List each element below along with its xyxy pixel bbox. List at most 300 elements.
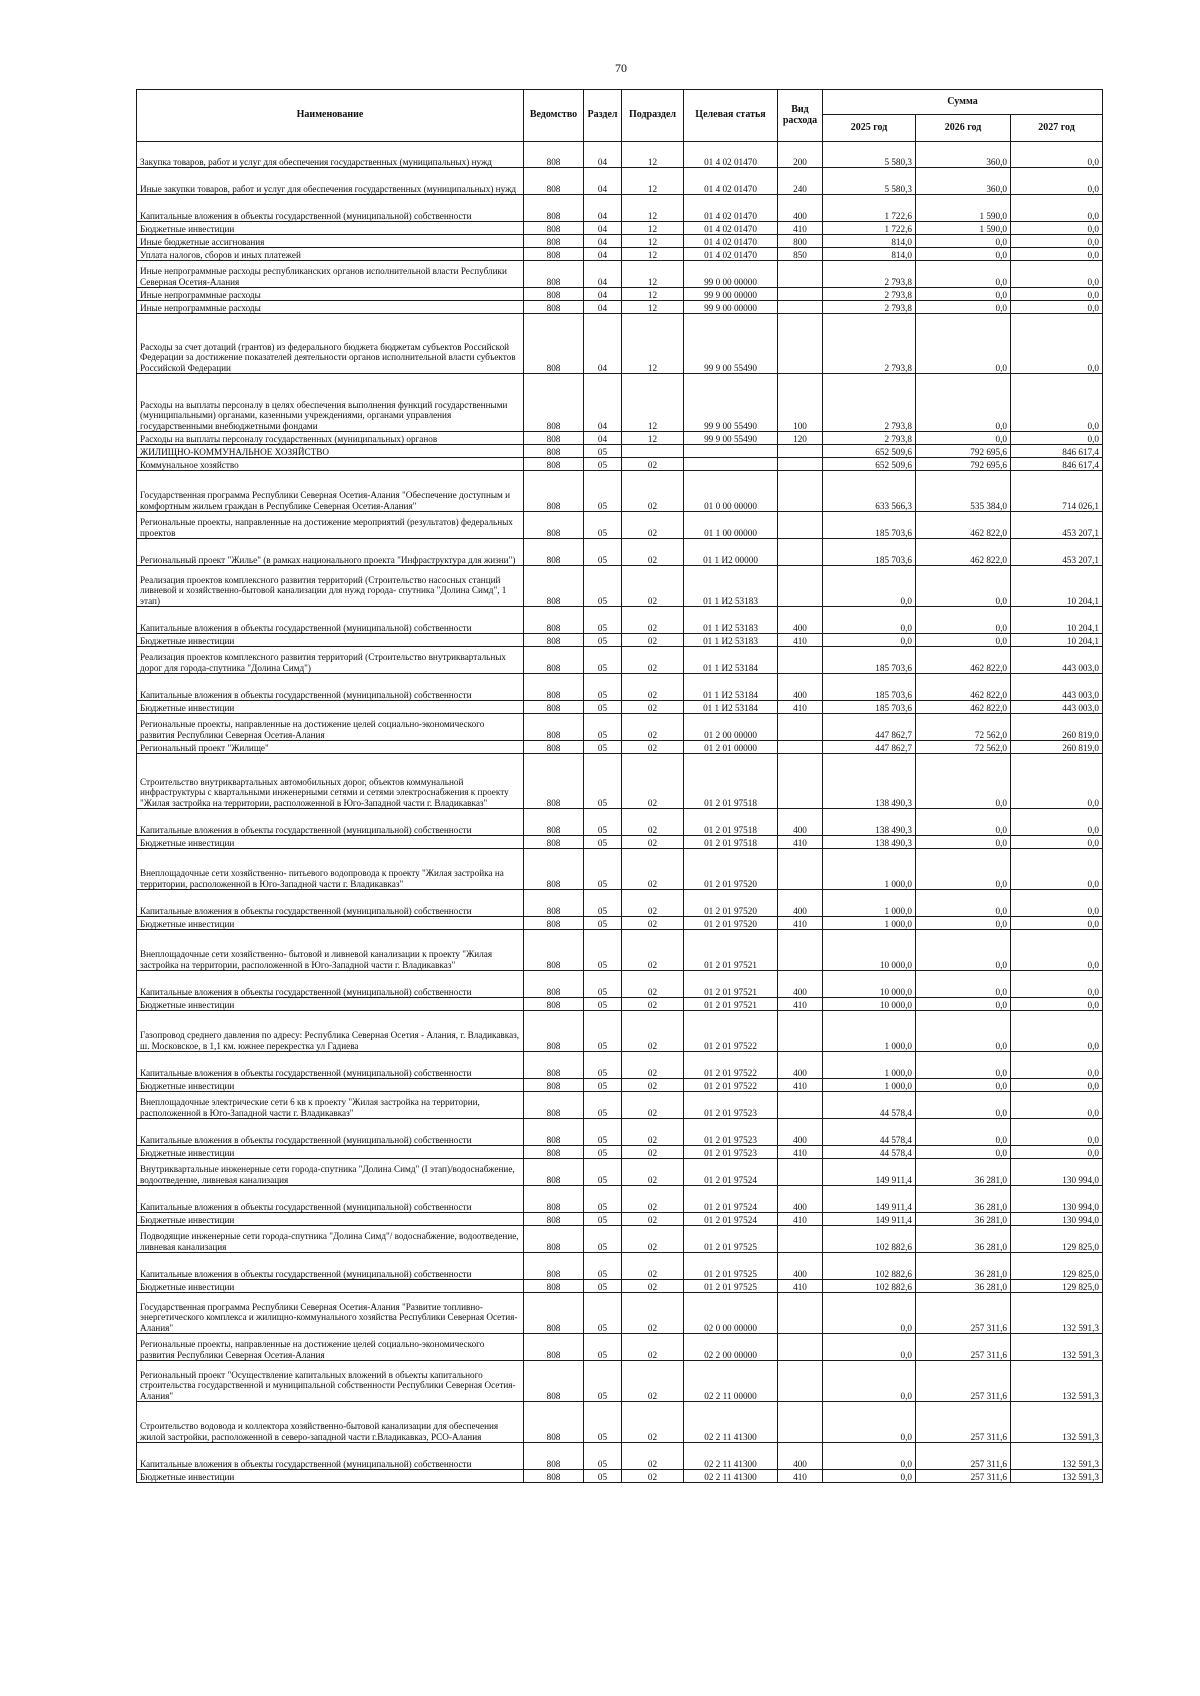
row-razdel: 05	[584, 647, 622, 674]
row-sum-2025: 1 000,0	[823, 890, 916, 917]
row-podrazdel: 12	[622, 195, 684, 222]
row-razdel: 04	[584, 288, 622, 301]
row-vid-rashoda: 400	[778, 674, 823, 701]
row-sum-2027: 0,0	[1011, 314, 1103, 374]
row-podrazdel: 02	[622, 701, 684, 714]
row-sum-2025: 44 578,4	[823, 1146, 916, 1159]
row-vedomstvo: 808	[524, 647, 584, 674]
row-razdel: 05	[584, 1226, 622, 1253]
row-razdel: 04	[584, 235, 622, 248]
row-celevaya-statya: 01 1 И2 53183	[684, 566, 778, 607]
row-sum-2025: 185 703,6	[823, 674, 916, 701]
row-podrazdel: 02	[622, 1361, 684, 1402]
row-sum-2026: 0,0	[916, 971, 1011, 998]
row-vid-rashoda	[778, 539, 823, 566]
table-row	[137, 261, 1103, 288]
row-name: Реализация проектов комплексного развития территорий (Строительство насосных станций ливневой и хозяйственно-бытовой канализации для нужд города- спутника "Долина Симд", 1 этап)	[137, 566, 524, 607]
row-sum-2025: 2 793,8	[823, 314, 916, 374]
header-name: Наименование	[137, 90, 524, 142]
table-row	[137, 1146, 1103, 1159]
row-sum-2026: 257 311,6	[916, 1443, 1011, 1470]
row-vid-rashoda: 410	[778, 1213, 823, 1226]
row-sum-2025: 2 793,8	[823, 432, 916, 445]
row-vid-rashoda	[778, 1293, 823, 1334]
row-celevaya-statya: 01 4 02 01470	[684, 235, 778, 248]
row-sum-2025: 814,0	[823, 235, 916, 248]
row-razdel: 05	[584, 930, 622, 971]
row-vedomstvo: 808	[524, 539, 584, 566]
row-sum-2027: 0,0	[1011, 301, 1103, 314]
row-vid-rashoda: 240	[778, 168, 823, 195]
row-name: Капитальные вложения в объекты государственной (муниципальной) собственности	[137, 890, 524, 917]
row-sum-2025: 102 882,6	[823, 1253, 916, 1280]
row-vid-rashoda: 400	[778, 1443, 823, 1470]
row-podrazdel: 02	[622, 607, 684, 634]
row-razdel: 04	[584, 195, 622, 222]
row-vedomstvo: 808	[524, 1186, 584, 1213]
row-celevaya-statya: 01 4 02 01470	[684, 168, 778, 195]
row-razdel: 05	[584, 809, 622, 836]
row-sum-2027: 443 003,0	[1011, 701, 1103, 714]
row-razdel: 05	[584, 1470, 622, 1483]
row-name: Коммунальное хозяйство	[137, 458, 524, 471]
table-row	[137, 1253, 1103, 1280]
row-podrazdel: 02	[622, 1052, 684, 1079]
row-celevaya-statya: 01 1 И2 53183	[684, 607, 778, 634]
row-vedomstvo: 808	[524, 288, 584, 301]
row-podrazdel: 02	[622, 634, 684, 647]
row-name: Внеплощадочные сети хозяйственно- бытовой и ливневой канализации к проекту "Жилая застройка на территории, расположенной в Юго-Западной части г. Владикавказ"	[137, 930, 524, 971]
row-sum-2027: 0,0	[1011, 998, 1103, 1011]
row-vid-rashoda: 400	[778, 971, 823, 998]
row-sum-2026: 0,0	[916, 809, 1011, 836]
header-razdel: Раздел	[584, 90, 622, 142]
row-razdel: 04	[584, 432, 622, 445]
row-sum-2025: 0,0	[823, 607, 916, 634]
row-razdel: 05	[584, 1253, 622, 1280]
row-vid-rashoda	[778, 741, 823, 754]
row-sum-2026: 257 311,6	[916, 1361, 1011, 1402]
row-sum-2025: 149 911,4	[823, 1213, 916, 1226]
row-celevaya-statya: 02 2 00 00000	[684, 1334, 778, 1361]
row-vid-rashoda: 410	[778, 1079, 823, 1092]
row-podrazdel: 02	[622, 1334, 684, 1361]
row-sum-2027: 443 003,0	[1011, 647, 1103, 674]
table-row	[137, 374, 1103, 432]
row-name: Закупка товаров, работ и услуг для обеспечения государственных (муниципальных) нужд	[137, 142, 524, 168]
row-celevaya-statya: 01 1 И2 00000	[684, 539, 778, 566]
table-row	[137, 647, 1103, 674]
row-razdel: 05	[584, 741, 622, 754]
row-vid-rashoda	[778, 754, 823, 809]
row-sum-2025: 1 722,6	[823, 222, 916, 235]
row-razdel: 05	[584, 1280, 622, 1293]
row-podrazdel: 02	[622, 1092, 684, 1119]
table-row	[137, 674, 1103, 701]
row-sum-2026: 0,0	[916, 1011, 1011, 1052]
row-name: Расходы на выплаты персоналу в целях обеспечения выполнения функций государственными (муниципальными) органами, казенными учреждениями, органами управления государственными внебюджетными фондами	[137, 374, 524, 432]
row-name: Иные непрограммные расходы	[137, 301, 524, 314]
row-celevaya-statya: 02 2 11 41300	[684, 1443, 778, 1470]
row-sum-2027: 0,0	[1011, 971, 1103, 998]
row-name: Бюджетные инвестиции	[137, 836, 524, 849]
row-sum-2025: 185 703,6	[823, 539, 916, 566]
row-name: Капитальные вложения в объекты государственной (муниципальной) собственности	[137, 1052, 524, 1079]
row-razdel: 05	[584, 512, 622, 539]
row-sum-2027: 0,0	[1011, 849, 1103, 890]
row-celevaya-statya: 01 2 01 97521	[684, 930, 778, 971]
row-sum-2026: 0,0	[916, 917, 1011, 930]
row-vedomstvo: 808	[524, 890, 584, 917]
table-row	[137, 701, 1103, 714]
row-razdel: 05	[584, 1443, 622, 1470]
row-razdel: 05	[584, 566, 622, 607]
row-name: Капитальные вложения в объекты государственной (муниципальной) собственности	[137, 674, 524, 701]
row-podrazdel: 02	[622, 890, 684, 917]
table-row	[137, 1079, 1103, 1092]
row-razdel: 05	[584, 634, 622, 647]
row-vid-rashoda	[778, 471, 823, 512]
row-sum-2026: 0,0	[916, 634, 1011, 647]
row-razdel: 05	[584, 1334, 622, 1361]
row-sum-2026: 257 311,6	[916, 1334, 1011, 1361]
row-vid-rashoda: 410	[778, 222, 823, 235]
row-sum-2025: 185 703,6	[823, 701, 916, 714]
row-razdel: 05	[584, 1011, 622, 1052]
row-vid-rashoda: 400	[778, 1186, 823, 1213]
row-razdel: 05	[584, 1293, 622, 1334]
row-celevaya-statya: 01 2 01 97520	[684, 917, 778, 930]
row-sum-2027: 129 825,0	[1011, 1226, 1103, 1253]
row-name: Внеплощадочные электрические сети 6 кв к проекту "Жилая застройка на территории, расположенной в Юго-Западной части г. Владикавказ"	[137, 1092, 524, 1119]
row-celevaya-statya: 01 2 01 97521	[684, 971, 778, 998]
row-razdel: 04	[584, 142, 622, 168]
row-razdel: 05	[584, 701, 622, 714]
row-podrazdel: 02	[622, 1186, 684, 1213]
row-podrazdel: 12	[622, 374, 684, 432]
header-celevaya-statya: Целевая статья	[684, 90, 778, 142]
row-name: Иные непрограммные расходы республиканских органов исполнительной власти Республики Северная Осетия-Алания	[137, 261, 524, 288]
row-sum-2025: 1 722,6	[823, 195, 916, 222]
row-podrazdel: 02	[622, 917, 684, 930]
row-sum-2027: 0,0	[1011, 261, 1103, 288]
row-podrazdel: 02	[622, 1011, 684, 1052]
row-vid-rashoda: 400	[778, 1253, 823, 1280]
row-razdel: 05	[584, 1159, 622, 1186]
row-celevaya-statya: 02 2 11 00000	[684, 1361, 778, 1402]
row-razdel: 05	[584, 458, 622, 471]
row-vedomstvo: 808	[524, 634, 584, 647]
row-sum-2025: 102 882,6	[823, 1280, 916, 1293]
table-row	[137, 168, 1103, 195]
row-sum-2026: 36 281,0	[916, 1213, 1011, 1226]
row-razdel: 05	[584, 445, 622, 458]
row-sum-2025: 2 793,8	[823, 261, 916, 288]
row-name: Подводящие инженерные сети города-спутника "Долина Симд"/ водоснабжение, водоотведение, ливневая канализация	[137, 1226, 524, 1253]
row-razdel: 05	[584, 1213, 622, 1226]
row-sum-2025: 149 911,4	[823, 1159, 916, 1186]
row-celevaya-statya: 01 2 01 97523	[684, 1119, 778, 1146]
row-vid-rashoda: 400	[778, 1119, 823, 1146]
row-vedomstvo: 808	[524, 374, 584, 432]
row-sum-2026: 462 822,0	[916, 512, 1011, 539]
row-sum-2027: 0,0	[1011, 1119, 1103, 1146]
table-row	[137, 998, 1103, 1011]
row-vedomstvo: 808	[524, 930, 584, 971]
row-vid-rashoda	[778, 566, 823, 607]
table-row	[137, 1280, 1103, 1293]
row-sum-2025: 1 000,0	[823, 917, 916, 930]
table-row	[137, 248, 1103, 261]
row-celevaya-statya: 01 2 01 97522	[684, 1079, 778, 1092]
row-celevaya-statya: 01 2 01 00000	[684, 741, 778, 754]
row-name: Бюджетные инвестиции	[137, 998, 524, 1011]
row-vedomstvo: 808	[524, 1213, 584, 1226]
row-podrazdel: 12	[622, 168, 684, 195]
table-row	[137, 930, 1103, 971]
row-sum-2027: 129 825,0	[1011, 1253, 1103, 1280]
row-celevaya-statya: 01 1 00 00000	[684, 512, 778, 539]
row-celevaya-statya: 01 4 02 01470	[684, 195, 778, 222]
row-name: Внеплощадочные сети хозяйственно- питьевого водопровода к проекту "Жилая застройка на территории, расположенной в Юго-Западной части г. Владикавказ"	[137, 849, 524, 890]
row-sum-2026: 0,0	[916, 248, 1011, 261]
table-row	[137, 1293, 1103, 1334]
table-row	[137, 890, 1103, 917]
row-sum-2026: 360,0	[916, 142, 1011, 168]
row-celevaya-statya: 99 9 00 55490	[684, 314, 778, 374]
row-vid-rashoda	[778, 647, 823, 674]
row-sum-2026: 0,0	[916, 930, 1011, 971]
row-sum-2026: 535 384,0	[916, 471, 1011, 512]
row-sum-2027: 132 591,3	[1011, 1402, 1103, 1443]
row-podrazdel: 02	[622, 1280, 684, 1293]
row-razdel: 05	[584, 1119, 622, 1146]
row-razdel: 05	[584, 836, 622, 849]
row-podrazdel: 02	[622, 1119, 684, 1146]
row-sum-2026: 462 822,0	[916, 701, 1011, 714]
table-row	[137, 512, 1103, 539]
row-sum-2025: 0,0	[823, 1402, 916, 1443]
row-sum-2027: 714 026,1	[1011, 471, 1103, 512]
row-name: Расходы на выплаты персоналу государственных (муниципальных) органов	[137, 432, 524, 445]
row-name: Расходы за счет дотаций (грантов) из федерального бюджета бюджетам субъектов Российской Федерации за достижение показателей деятельности органов исполнительной власти субъектов Российской Федерации	[137, 314, 524, 374]
row-podrazdel: 02	[622, 971, 684, 998]
row-vid-rashoda	[778, 261, 823, 288]
row-vid-rashoda	[778, 849, 823, 890]
row-sum-2026: 72 562,0	[916, 741, 1011, 754]
row-vedomstvo: 808	[524, 261, 584, 288]
header-vedomstvo: Ведомство	[524, 90, 584, 142]
row-celevaya-statya: 01 2 01 97518	[684, 809, 778, 836]
row-name: Региональный проект "Осуществление капитальных вложений в объекты капитального строительства государственной и муниципальной собственности Республики Северная Осетия-Алания"	[137, 1361, 524, 1402]
row-name: Строительство внутриквартальных автомобильных дорог, объектов коммунальной инфраструктуры с квартальными инженерными сетями и сетями электроснабжения к проекту "Жилая застройка на территории, расположенной в Юго-Западной части г. Владикавказ"	[137, 754, 524, 809]
row-sum-2027: 132 591,3	[1011, 1470, 1103, 1483]
row-sum-2027: 132 591,3	[1011, 1443, 1103, 1470]
row-vid-rashoda	[778, 1092, 823, 1119]
row-podrazdel: 02	[622, 1470, 684, 1483]
row-sum-2025: 0,0	[823, 1361, 916, 1402]
row-sum-2027: 453 207,1	[1011, 539, 1103, 566]
row-celevaya-statya: 99 9 00 00000	[684, 288, 778, 301]
row-name: Капитальные вложения в объекты государственной (муниципальной) собственности	[137, 809, 524, 836]
row-razdel: 05	[584, 1092, 622, 1119]
row-sum-2027: 260 819,0	[1011, 714, 1103, 741]
row-vid-rashoda	[778, 1402, 823, 1443]
row-vedomstvo: 808	[524, 1293, 584, 1334]
row-sum-2025: 0,0	[823, 1334, 916, 1361]
row-celevaya-statya: 01 2 01 97520	[684, 849, 778, 890]
row-vid-rashoda: 410	[778, 1146, 823, 1159]
row-celevaya-statya: 01 1 И2 53184	[684, 647, 778, 674]
row-vedomstvo: 808	[524, 754, 584, 809]
row-vedomstvo: 808	[524, 566, 584, 607]
row-sum-2027: 130 994,0	[1011, 1159, 1103, 1186]
row-name: Капитальные вложения в объекты государственной (муниципальной) собственности	[137, 607, 524, 634]
row-vedomstvo: 808	[524, 248, 584, 261]
row-podrazdel: 02	[622, 1226, 684, 1253]
row-vedomstvo: 808	[524, 809, 584, 836]
row-name: Капитальные вложения в объекты государственной (муниципальной) собственности	[137, 1443, 524, 1470]
row-sum-2027: 260 819,0	[1011, 741, 1103, 754]
row-celevaya-statya: 99 9 00 55490	[684, 374, 778, 432]
row-name: Бюджетные инвестиции	[137, 1146, 524, 1159]
row-vedomstvo: 808	[524, 1470, 584, 1483]
table-row	[137, 445, 1103, 458]
row-sum-2027: 0,0	[1011, 1011, 1103, 1052]
row-sum-2026: 0,0	[916, 836, 1011, 849]
row-vedomstvo: 808	[524, 849, 584, 890]
row-podrazdel: 12	[622, 314, 684, 374]
row-name: Бюджетные инвестиции	[137, 634, 524, 647]
row-razdel: 04	[584, 168, 622, 195]
row-sum-2027: 132 591,3	[1011, 1334, 1103, 1361]
row-vedomstvo: 808	[524, 195, 584, 222]
row-celevaya-statya: 01 2 01 97524	[684, 1186, 778, 1213]
row-name: Иные закупки товаров, работ и услуг для обеспечения государственных (муниципальных) нужд	[137, 168, 524, 195]
row-vid-rashoda: 410	[778, 998, 823, 1011]
row-vid-rashoda	[778, 301, 823, 314]
row-name: Иные бюджетные ассигнования	[137, 235, 524, 248]
row-podrazdel: 02	[622, 836, 684, 849]
row-razdel: 05	[584, 714, 622, 741]
row-vedomstvo: 808	[524, 471, 584, 512]
row-sum-2027: 0,0	[1011, 1092, 1103, 1119]
row-sum-2027: 0,0	[1011, 1079, 1103, 1092]
row-sum-2026: 462 822,0	[916, 539, 1011, 566]
row-razdel: 05	[584, 674, 622, 701]
row-podrazdel: 02	[622, 458, 684, 471]
row-vedomstvo: 808	[524, 998, 584, 1011]
row-vedomstvo: 808	[524, 1226, 584, 1253]
row-name: Иные непрограммные расходы	[137, 288, 524, 301]
row-sum-2027: 0,0	[1011, 168, 1103, 195]
header-vid-rashoda: Вид расхода	[778, 90, 823, 142]
row-vid-rashoda: 120	[778, 432, 823, 445]
row-sum-2025: 5 580,3	[823, 168, 916, 195]
row-vedomstvo: 808	[524, 674, 584, 701]
row-vid-rashoda: 410	[778, 1470, 823, 1483]
table-row	[137, 849, 1103, 890]
row-sum-2026: 0,0	[916, 261, 1011, 288]
row-podrazdel: 02	[622, 647, 684, 674]
table-row	[137, 917, 1103, 930]
row-podrazdel: 02	[622, 1443, 684, 1470]
table-row	[137, 754, 1103, 809]
header-year-2027: 2027 год	[1011, 115, 1103, 142]
row-podrazdel: 12	[622, 301, 684, 314]
row-vedomstvo: 808	[524, 701, 584, 714]
row-razdel: 05	[584, 917, 622, 930]
row-sum-2025: 10 000,0	[823, 971, 916, 998]
row-sum-2025: 102 882,6	[823, 1226, 916, 1253]
row-sum-2026: 257 311,6	[916, 1293, 1011, 1334]
header-summa: Сумма	[823, 90, 1103, 115]
row-podrazdel: 12	[622, 432, 684, 445]
row-celevaya-statya: 01 2 01 97521	[684, 998, 778, 1011]
page-number: 70	[615, 61, 627, 75]
table-row	[137, 195, 1103, 222]
row-razdel: 04	[584, 248, 622, 261]
row-sum-2027: 0,0	[1011, 1052, 1103, 1079]
row-podrazdel: 02	[622, 930, 684, 971]
row-sum-2027: 0,0	[1011, 142, 1103, 168]
row-celevaya-statya: 01 2 01 97525	[684, 1280, 778, 1293]
row-name: Реализация проектов комплексного развития территорий (Строительство внутриквартальных дорог для города-спутника "Долина Симд")	[137, 647, 524, 674]
row-vedomstvo: 808	[524, 1361, 584, 1402]
row-podrazdel: 12	[622, 222, 684, 235]
row-razdel: 05	[584, 890, 622, 917]
row-podrazdel: 12	[622, 235, 684, 248]
row-name: Строительство водовода и коллектора хозяйственно-бытовой канализации для обеспечения жилой застройки, расположенной в северо-западной части г.Владикавказ, РСО-Алания	[137, 1402, 524, 1443]
table-row	[137, 471, 1103, 512]
row-sum-2027: 132 591,3	[1011, 1361, 1103, 1402]
row-vedomstvo: 808	[524, 445, 584, 458]
row-vid-rashoda: 400	[778, 607, 823, 634]
table-row	[137, 235, 1103, 248]
row-name: Капитальные вложения в объекты государственной (муниципальной) собственности	[137, 971, 524, 998]
row-podrazdel	[622, 445, 684, 458]
row-celevaya-statya: 01 2 01 97520	[684, 890, 778, 917]
row-sum-2026: 0,0	[916, 288, 1011, 301]
table-row	[137, 1052, 1103, 1079]
row-vid-rashoda: 400	[778, 809, 823, 836]
row-vid-rashoda: 410	[778, 917, 823, 930]
row-sum-2027: 0,0	[1011, 890, 1103, 917]
row-name: Капитальные вложения в объекты государственной (муниципальной) собственности	[137, 195, 524, 222]
row-name: Капитальные вложения в объекты государственной (муниципальной) собственности	[137, 1186, 524, 1213]
row-vedomstvo: 808	[524, 1280, 584, 1293]
row-sum-2027: 0,0	[1011, 374, 1103, 432]
row-vid-rashoda: 100	[778, 374, 823, 432]
row-celevaya-statya: 01 2 01 97518	[684, 754, 778, 809]
row-name: Региональный проект "Жилье" (в рамках национального проекта "Инфраструктура для жизни")	[137, 539, 524, 566]
table-row	[137, 971, 1103, 998]
row-vid-rashoda	[778, 1011, 823, 1052]
row-podrazdel: 02	[622, 754, 684, 809]
table-row	[137, 142, 1103, 168]
row-sum-2027: 0,0	[1011, 836, 1103, 849]
row-celevaya-statya: 01 4 02 01470	[684, 142, 778, 168]
row-sum-2026: 0,0	[916, 1119, 1011, 1146]
row-sum-2025: 1 000,0	[823, 849, 916, 890]
table-row	[137, 607, 1103, 634]
row-sum-2025: 10 000,0	[823, 930, 916, 971]
row-razdel: 04	[584, 222, 622, 235]
row-name: Бюджетные инвестиции	[137, 701, 524, 714]
budget-table	[136, 89, 1103, 1483]
table-row	[137, 809, 1103, 836]
row-sum-2026: 0,0	[916, 607, 1011, 634]
